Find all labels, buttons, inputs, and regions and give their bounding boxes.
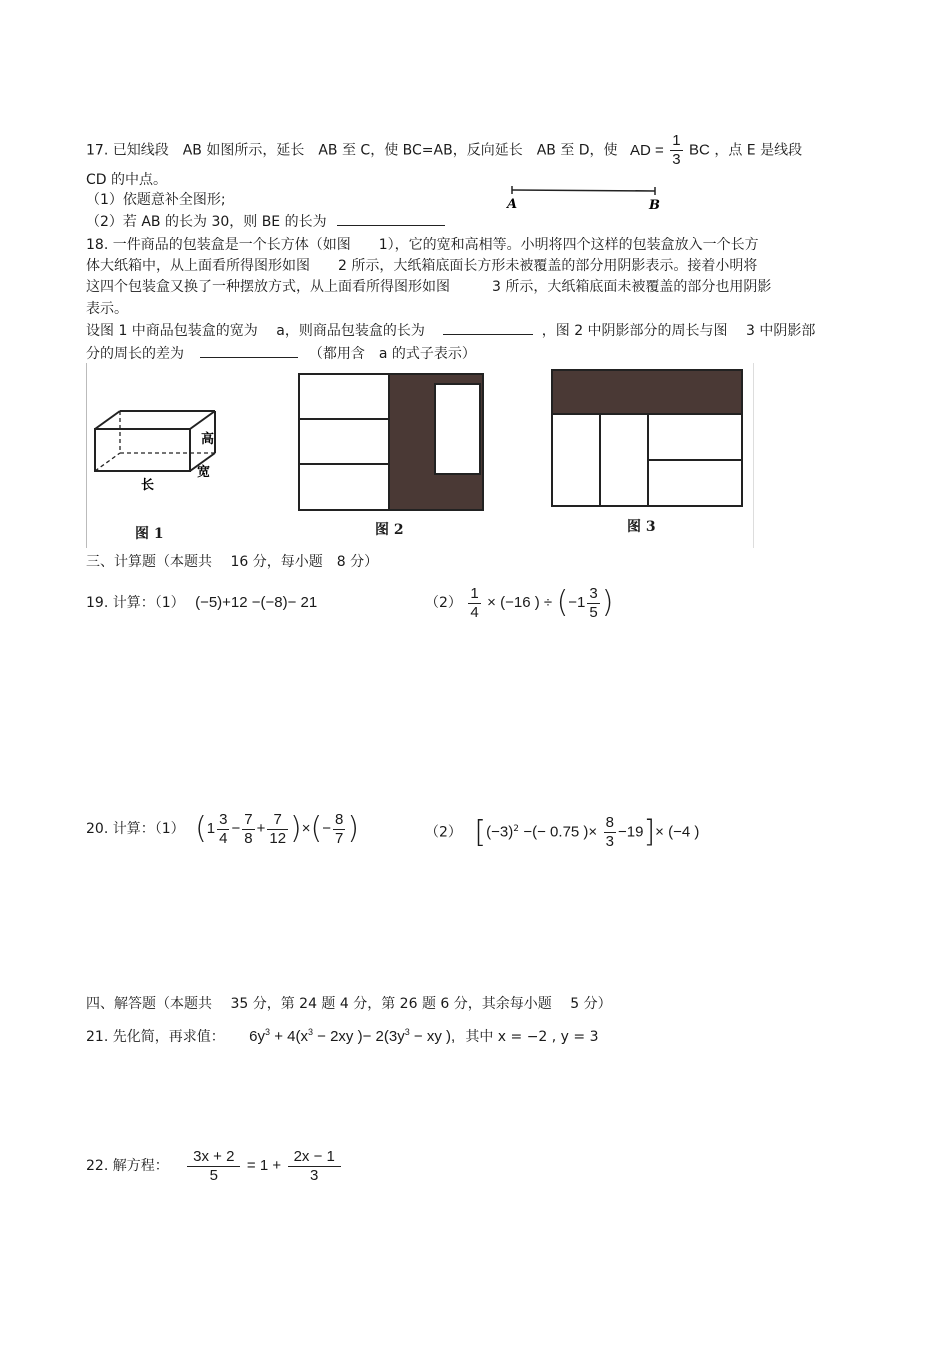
segment-ab-line — [512, 190, 655, 191]
q18-line6-text-a: 分的周长的差为 — [86, 346, 184, 362]
q22-mid: = 1 + — [246, 1157, 282, 1174]
q20-rparen-2: ) — [347, 811, 360, 846]
q19-label: 19. 计算：（1） — [86, 595, 185, 611]
q21-t4: − xy ), — [413, 1028, 456, 1045]
q20-a-den: 4 — [219, 829, 228, 847]
q21-t2: + 4(x — [274, 1028, 308, 1045]
q17-line1 — [86, 132, 802, 169]
q18-length-blank[interactable] — [443, 320, 533, 335]
q21-e1: 3 — [265, 1027, 271, 1037]
q21-row — [86, 1022, 599, 1047]
q18-line5-text-b: ，图 2 中阴影部分的周长与图 3 中阴影部 — [541, 323, 816, 339]
q18-line6 — [86, 343, 476, 364]
q19-rparen: ) — [601, 585, 614, 620]
q22-lhs-fraction — [187, 1148, 240, 1185]
q17-part2-text: （2）若 AB 的长为 30，则 BE 的长为 — [86, 214, 327, 230]
q20-whole: 1 — [206, 820, 216, 837]
fig3-box-horizontal-1 — [648, 414, 742, 460]
q19-fraction-2 — [587, 585, 599, 622]
q20-term-b: −(− 0.75 )× — [523, 823, 598, 841]
q21-e3: 3 — [404, 1027, 410, 1037]
q20-term-d: × (−4 ) — [655, 823, 700, 841]
q19-f1-num: 1 — [470, 584, 479, 602]
box-front-face — [95, 429, 190, 471]
q19-f1-den: 4 — [470, 603, 479, 621]
label-height: 高 — [201, 432, 215, 447]
q20-lbracket: [ — [474, 814, 487, 850]
q20-term-c: −19 — [617, 823, 644, 841]
box-edge-2 — [190, 411, 215, 429]
q19-mixed-whole: −1 — [568, 594, 586, 611]
q19-row — [86, 580, 317, 626]
segment-ab-figure — [500, 180, 670, 212]
fig3-box-horizontal-2 — [648, 460, 742, 506]
q22-label: 22. 解方程： — [86, 1158, 169, 1174]
q20-minus: − — [231, 820, 241, 837]
q20-times: × — [301, 820, 311, 837]
q18-line1: 18. 一件商品的包装盒是一个长方体（如图 1），它的宽和高相等。小明将四个这样的包装盒放入一个长方 — [86, 237, 759, 253]
q20-exponent: 2 — [513, 824, 519, 834]
q22-row — [86, 1143, 343, 1189]
fig2-box-vertical — [435, 384, 480, 474]
q20-rbracket: ] — [643, 814, 656, 850]
q17-part1: （1）依题意补全图形; — [86, 192, 226, 208]
q20-plus: + — [256, 820, 266, 837]
q20-label: 20. 计算：（1） — [86, 821, 185, 837]
q18-line5-text-a: 设图 1 中商品包装盒的宽为 a，则商品包装盒的长为 — [86, 323, 425, 339]
figure-2-layout — [297, 372, 487, 514]
q21-expression — [249, 1028, 459, 1045]
q20-c-num: 7 — [267, 811, 288, 830]
q19-lparen: ( — [556, 585, 569, 620]
q21-label: 21. 先化简，再求值： — [86, 1029, 225, 1045]
q17-text-tail: ，点 E 是线段 — [714, 142, 803, 159]
q17-text-1: 17. 已知线段 AB 如图所示，延长 AB 至 C，使 BC=AB，反向延长 AB 至 D，使 — [86, 142, 618, 159]
q18-line5 — [86, 320, 815, 341]
q19-part2 — [425, 580, 613, 626]
q21-tail: 其中 x = −2 , y = 3 — [465, 1029, 599, 1045]
q20-lparen-1: ( — [195, 811, 207, 846]
fig2-box-bottom — [299, 464, 389, 510]
q18-line6-text-b: （都用含 a 的式子表示） — [308, 346, 476, 362]
q20-part2-label: （2） — [425, 824, 462, 841]
q22-rhs-fraction — [288, 1148, 341, 1185]
q17-ad-den: 3 — [672, 151, 681, 168]
q22-lhs-num: 3x + 2 — [187, 1148, 240, 1167]
q19-expr-1: (−5)+12 −(−8)− 21 — [195, 594, 318, 611]
q19-mid: × (−16 ) ÷ — [487, 594, 553, 611]
q20-neg: − — [322, 820, 332, 837]
fig3-box-vertical-1 — [552, 414, 600, 506]
q17-ad-lhs: AD = — [630, 141, 664, 159]
q20-rparen-1: ) — [290, 811, 302, 846]
q20-fraction-d — [333, 811, 345, 848]
q19-f2-den: 5 — [589, 603, 598, 621]
q21-e2: 3 — [307, 1027, 313, 1037]
label-width: 宽 — [197, 465, 211, 480]
q19-fraction-1 — [468, 585, 480, 622]
q21-t1: 6y — [249, 1028, 266, 1045]
figure-2-caption: 图 2 — [375, 522, 404, 538]
q20-row — [86, 806, 359, 852]
q20-fraction-g — [604, 814, 616, 851]
figure-3-layout — [550, 368, 745, 508]
figure-1-caption: 图 1 — [135, 526, 164, 542]
q17-ad-rhs: BC — [689, 141, 710, 159]
q17-ad-num: 1 — [672, 132, 681, 149]
q20-fraction-c — [267, 811, 288, 848]
fig3-box-vertical-2 — [600, 414, 648, 506]
box-edge-1 — [95, 411, 120, 429]
q19-f2-num: 3 — [589, 584, 598, 602]
fig2-box-top — [299, 374, 389, 419]
figure-1-box — [87, 363, 237, 548]
figure-3-caption: 图 3 — [627, 519, 656, 535]
label-length: 长 — [141, 478, 155, 493]
q18-line3: 这四个包装盒又换了一种摆放方式，从上面看所得图形如图 3 所示，大纸箱底面未被覆盖的部分也用阴影 — [86, 279, 772, 295]
q20-fraction-a — [217, 811, 229, 848]
q17-ad-fraction — [670, 132, 682, 169]
q20-g-den: 3 — [605, 833, 614, 851]
q17-answer-blank[interactable] — [337, 211, 445, 226]
q18-line2: 体大纸箱中，从上面看所得图形如图 2 所示，大纸箱底面长方形未被覆盖的部分用阴影表示。接着小明将 — [86, 258, 758, 274]
section-3-title: 三、计算题（本题共 16 分，每小题 8 分） — [86, 554, 379, 570]
q20-part2 — [425, 806, 699, 856]
q20-b-num: 7 — [244, 810, 253, 828]
q20-d-num: 8 — [335, 810, 344, 828]
q20-g-num: 8 — [605, 814, 614, 832]
q20-d-den: 7 — [335, 829, 344, 847]
q22-rhs-den: 3 — [310, 1166, 319, 1184]
q20-fraction-b — [242, 811, 254, 848]
q20-b-den: 8 — [244, 829, 253, 847]
point-a-label: A — [507, 197, 518, 212]
q20-c-den: 12 — [269, 829, 287, 847]
q20-a-num: 3 — [219, 810, 228, 828]
q20-term-a: (−3) — [486, 823, 514, 841]
figures-block — [86, 363, 754, 548]
q22-lhs-den: 5 — [209, 1166, 218, 1184]
q21-t3: − 2xy )− 2(3y — [317, 1028, 405, 1045]
q18-line4: 表示。 — [86, 301, 128, 317]
q17-part2 — [86, 211, 445, 232]
point-b-label: B — [649, 198, 660, 212]
q20-lparen-2: ( — [310, 811, 323, 846]
q19-part2-label: （2） — [425, 595, 462, 611]
fig2-box-middle — [299, 419, 389, 464]
section-4-title: 四、解答题（本题共 35 分，第 24 题 4 分，第 26 题 6 分，其余每小题 5 分） — [86, 996, 612, 1012]
q18-difference-blank[interactable] — [200, 343, 298, 358]
q17-line2: CD 的中点。 — [86, 172, 168, 188]
box-hidden-edge-3 — [95, 453, 120, 471]
q22-rhs-num: 2x − 1 — [288, 1148, 341, 1167]
